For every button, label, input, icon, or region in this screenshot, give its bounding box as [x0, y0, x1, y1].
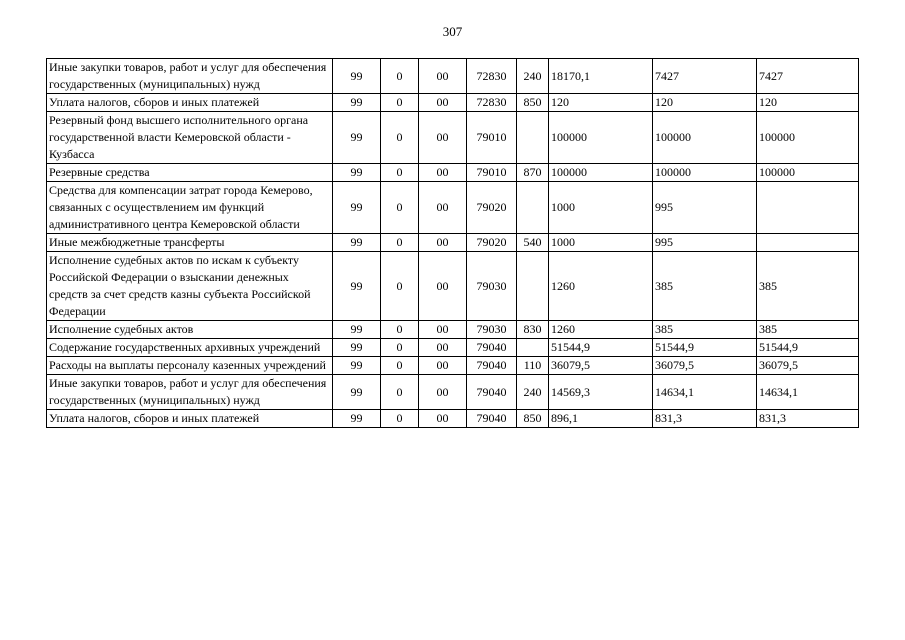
program-code-cell: 99: [333, 94, 381, 112]
table-row: [47, 252, 859, 321]
program-code-cell: 99: [333, 410, 381, 428]
program-code-cell: 99: [333, 59, 381, 94]
direction-code-cell: 79010: [467, 164, 517, 182]
amount-year1-cell: 51544,9: [549, 339, 653, 357]
main-event-code-cell: 00: [419, 164, 467, 182]
subprogram-code-cell: 0: [381, 339, 419, 357]
row-name-cell: Уплата налогов, сборов и иных платежей: [47, 94, 333, 112]
table-row: [47, 59, 859, 94]
subprogram-code-cell: 0: [381, 182, 419, 234]
main-event-code-cell: 00: [419, 252, 467, 321]
table-row: [47, 112, 859, 164]
amount-year1-cell: 1000: [549, 234, 653, 252]
subprogram-code-cell: 0: [381, 59, 419, 94]
expense-type-cell: 850: [517, 94, 549, 112]
amount-year3-cell: 385: [757, 252, 859, 321]
main-event-code-cell: 00: [419, 94, 467, 112]
amount-year1-cell: 120: [549, 94, 653, 112]
amount-year2-cell: 385: [653, 252, 757, 321]
table-row: [47, 410, 859, 428]
row-name-cell: Уплата налогов, сборов и иных платежей: [47, 410, 333, 428]
amount-year2-cell: 385: [653, 321, 757, 339]
main-event-code-cell: 00: [419, 234, 467, 252]
row-name-cell: Средства для компенсации затрат города Кемерово, связанных с осуществлением им функций административного центра Кемеровской области: [47, 182, 333, 234]
program-code-cell: 99: [333, 252, 381, 321]
row-name-cell: Исполнение судебных актов по искам к субъекту Российской Федерации о взыскании денежных средств за счет средств казны субъекта Российской Федерации: [47, 252, 333, 321]
main-event-code-cell: 00: [419, 59, 467, 94]
main-event-code-cell: 00: [419, 321, 467, 339]
amount-year1-cell: 100000: [549, 164, 653, 182]
budget-table: [46, 58, 859, 428]
amount-year2-cell: 51544,9: [653, 339, 757, 357]
direction-code-cell: 79030: [467, 252, 517, 321]
subprogram-code-cell: 0: [381, 94, 419, 112]
amount-year1-cell: 1260: [549, 252, 653, 321]
amount-year1-cell: 100000: [549, 112, 653, 164]
direction-code-cell: 79020: [467, 234, 517, 252]
program-code-cell: 99: [333, 182, 381, 234]
table-row: [47, 339, 859, 357]
row-name-cell: Резервные средства: [47, 164, 333, 182]
row-name-cell: Расходы на выплаты персоналу казенных учреждений: [47, 357, 333, 375]
row-name-cell: Иные межбюджетные трансферты: [47, 234, 333, 252]
amount-year2-cell: 36079,5: [653, 357, 757, 375]
direction-code-cell: 79040: [467, 375, 517, 410]
amount-year1-cell: 1000: [549, 182, 653, 234]
amount-year3-cell: 385: [757, 321, 859, 339]
amount-year1-cell: 18170,1: [549, 59, 653, 94]
table-body: [47, 59, 859, 428]
direction-code-cell: 79030: [467, 321, 517, 339]
expense-type-cell: [517, 112, 549, 164]
row-name-cell: Исполнение судебных актов: [47, 321, 333, 339]
amount-year3-cell: [757, 182, 859, 234]
expense-type-cell: 850: [517, 410, 549, 428]
expense-type-cell: 540: [517, 234, 549, 252]
main-event-code-cell: 00: [419, 112, 467, 164]
amount-year1-cell: 14569,3: [549, 375, 653, 410]
subprogram-code-cell: 0: [381, 357, 419, 375]
subprogram-code-cell: 0: [381, 112, 419, 164]
amount-year1-cell: 1260: [549, 321, 653, 339]
subprogram-code-cell: 0: [381, 375, 419, 410]
amount-year3-cell: 36079,5: [757, 357, 859, 375]
amount-year2-cell: 120: [653, 94, 757, 112]
main-event-code-cell: 00: [419, 339, 467, 357]
amount-year3-cell: 14634,1: [757, 375, 859, 410]
table-row: [47, 375, 859, 410]
direction-code-cell: 79010: [467, 112, 517, 164]
table-row: [47, 164, 859, 182]
table-row: [47, 94, 859, 112]
amount-year3-cell: [757, 234, 859, 252]
amount-year3-cell: 7427: [757, 59, 859, 94]
page-number: 307: [442, 24, 463, 39]
row-name-cell: Иные закупки товаров, работ и услуг для обеспечения государственных (муниципальных) нужд: [47, 375, 333, 410]
row-name-cell: Содержание государственных архивных учреждений: [47, 339, 333, 357]
amount-year2-cell: 831,3: [653, 410, 757, 428]
amount-year1-cell: 36079,5: [549, 357, 653, 375]
program-code-cell: 99: [333, 234, 381, 252]
amount-year2-cell: 14634,1: [653, 375, 757, 410]
direction-code-cell: 72830: [467, 94, 517, 112]
expense-type-cell: 870: [517, 164, 549, 182]
table-row: [47, 321, 859, 339]
amount-year2-cell: 995: [653, 182, 757, 234]
direction-code-cell: 79040: [467, 339, 517, 357]
program-code-cell: 99: [333, 339, 381, 357]
expense-type-cell: 240: [517, 59, 549, 94]
amount-year2-cell: 100000: [653, 112, 757, 164]
table-row: [47, 234, 859, 252]
program-code-cell: 99: [333, 375, 381, 410]
subprogram-code-cell: 0: [381, 410, 419, 428]
amount-year3-cell: 120: [757, 94, 859, 112]
amount-year2-cell: 995: [653, 234, 757, 252]
expense-type-cell: [517, 182, 549, 234]
row-name-cell: Резервный фонд высшего исполнительного органа государственной власти Кемеровской области - Кузбасса: [47, 112, 333, 164]
amount-year3-cell: 100000: [757, 164, 859, 182]
direction-code-cell: 72830: [467, 59, 517, 94]
expense-type-cell: [517, 252, 549, 321]
amount-year3-cell: 100000: [757, 112, 859, 164]
expense-type-cell: [517, 339, 549, 357]
expense-type-cell: 240: [517, 375, 549, 410]
main-event-code-cell: 00: [419, 357, 467, 375]
subprogram-code-cell: 0: [381, 234, 419, 252]
program-code-cell: 99: [333, 321, 381, 339]
subprogram-code-cell: 0: [381, 321, 419, 339]
amount-year2-cell: 100000: [653, 164, 757, 182]
table-row: [47, 357, 859, 375]
amount-year3-cell: 831,3: [757, 410, 859, 428]
amount-year1-cell: 896,1: [549, 410, 653, 428]
amount-year2-cell: 7427: [653, 59, 757, 94]
program-code-cell: 99: [333, 164, 381, 182]
main-event-code-cell: 00: [419, 410, 467, 428]
direction-code-cell: 79020: [467, 182, 517, 234]
table-row: [47, 182, 859, 234]
direction-code-cell: 79040: [467, 357, 517, 375]
subprogram-code-cell: 0: [381, 164, 419, 182]
row-name-cell: Иные закупки товаров, работ и услуг для обеспечения государственных (муниципальных) нужд: [47, 59, 333, 94]
main-event-code-cell: 00: [419, 375, 467, 410]
program-code-cell: 99: [333, 357, 381, 375]
direction-code-cell: 79040: [467, 410, 517, 428]
program-code-cell: 99: [333, 112, 381, 164]
expense-type-cell: 830: [517, 321, 549, 339]
expense-type-cell: 110: [517, 357, 549, 375]
amount-year3-cell: 51544,9: [757, 339, 859, 357]
main-event-code-cell: 00: [419, 182, 467, 234]
subprogram-code-cell: 0: [381, 252, 419, 321]
